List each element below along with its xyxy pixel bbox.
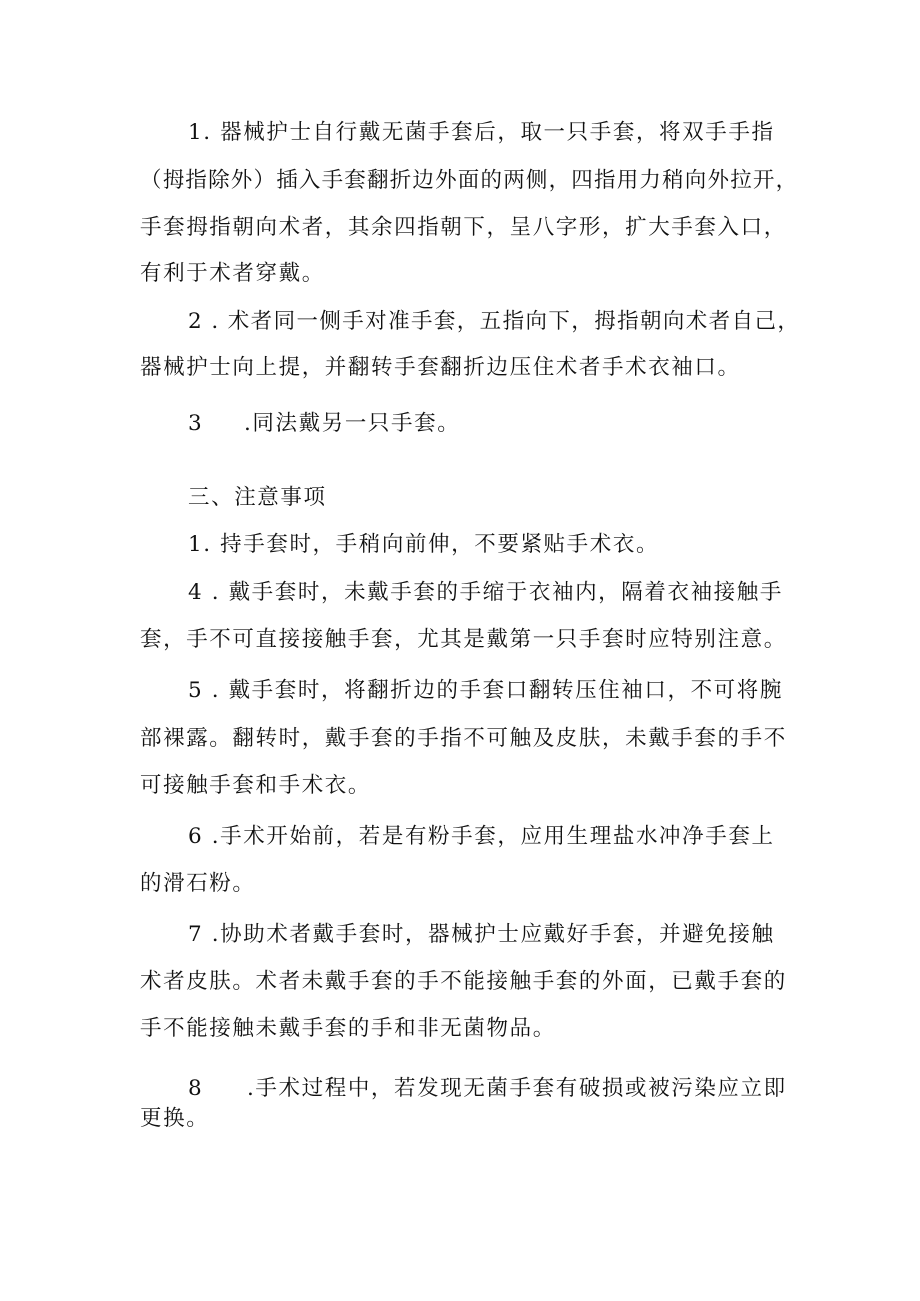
section-heading: 三、注意事项: [188, 485, 327, 510]
paragraph-line: 5 . 戴手套时，将翻折边的手套口翻转压住袖口，不可将腕: [188, 678, 783, 703]
paragraph-line: 1. 持手套时，手稍向前伸，不要紧贴手术衣。: [188, 532, 660, 557]
paragraph-line: 部裸露。翻转时，戴手套的手指不可触及皮肤，未戴手套的手不: [140, 726, 787, 751]
paragraph-line: 可接触手套和手术衣。: [140, 773, 372, 798]
item-number: 8: [188, 1076, 204, 1101]
paragraph-line: 7 .协助术者戴手套时，器械护士应戴好手套，并避免接触: [188, 922, 775, 947]
paragraph-line: 更换。: [140, 1106, 210, 1131]
paragraph-line: 的滑石粉。: [140, 871, 256, 896]
paragraph-line: 手不能接触未戴手套的手和非无菌物品。: [140, 1016, 556, 1041]
paragraph-line: 术者皮肤。术者未戴手套的手不能接触手套的外面，已戴手套的: [140, 969, 787, 994]
paragraph-line: 4 . 戴手套时，未戴手套的手缩于衣袖内，隔着衣袖接触手: [188, 580, 783, 605]
paragraph-line: 1. 器械护士自行戴无菌手套后，取一只手套，将双手手指: [188, 120, 775, 145]
paragraph-line: 有利于术者穿戴。: [140, 261, 325, 286]
paragraph-line: （拇指除外）插入手套翻折边外面的两侧，四指用力稍向外拉开，: [140, 168, 799, 193]
paragraph-line: 手套拇指朝向术者，其余四指朝下，呈八字形，扩大手套入口，: [140, 215, 787, 240]
item-number: 3: [188, 411, 204, 436]
paragraph-line: .手术过程中，若发现无菌手套有破损或被污染应立即: [247, 1076, 787, 1101]
paragraph-line: 6 .手术开始前，若是有粉手套，应用生理盐水冲净手套上: [188, 824, 775, 849]
paragraph-line: 套，手不可直接接触手套，尤其是戴第一只手套时应特别注意。: [140, 627, 787, 652]
paragraph-line: 2 . 术者同一侧手对准手套，五指向下，拇指朝向术者自己，: [188, 309, 801, 334]
paragraph-line: 器械护士向上提，并翻转手套翻折边压住术者手术衣袖口。: [140, 355, 741, 380]
paragraph-line: .同法戴另一只手套。: [244, 411, 461, 436]
